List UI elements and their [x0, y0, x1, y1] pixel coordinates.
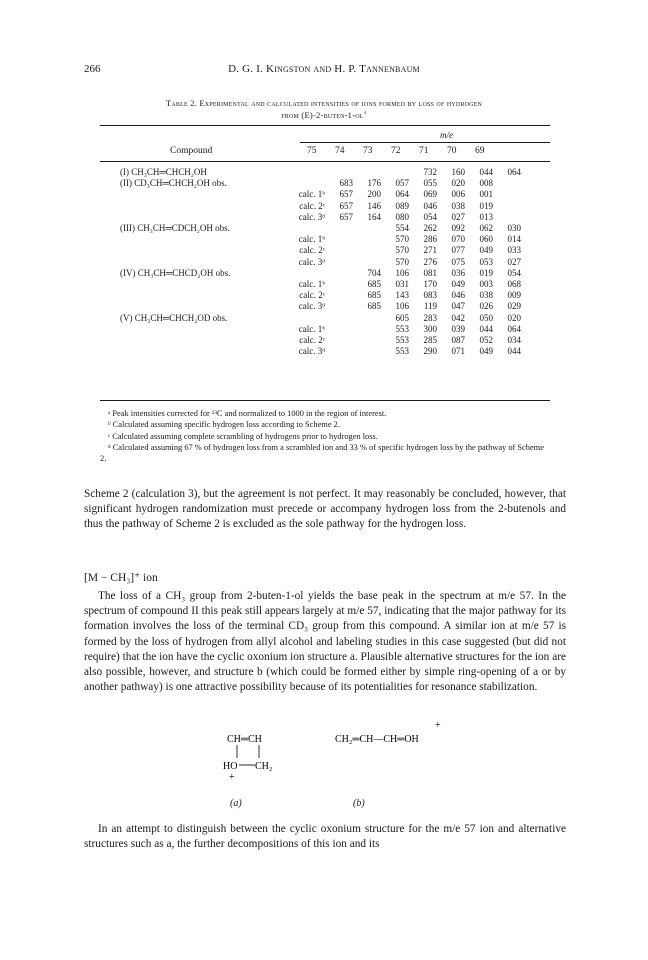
- section-heading: [M − CH₃]⁺ ion: [84, 572, 158, 584]
- table-cell: 285: [423, 335, 437, 346]
- table-cell: 290: [423, 346, 437, 357]
- table-cell: 657: [339, 200, 353, 211]
- footnote-d: ᵈ Calculated assuming 67 % of hydrogen loss from a scrambled ion and 33 % of specific hydrogen loss by the pathway of Scheme 2.: [100, 442, 544, 464]
- table-row: [100, 335, 521, 346]
- table-bottom-rule: [100, 400, 550, 401]
- table-cell: 704: [367, 267, 381, 278]
- table-cell: 080: [395, 211, 409, 222]
- table-cell: 050: [479, 312, 493, 323]
- footnote-c: ᶜ Calculated assuming complete scrambling of hydrogens prior to hydrogen loss.: [108, 431, 378, 441]
- table-row: [100, 201, 521, 212]
- table-cell: 038: [479, 290, 493, 301]
- table-cell: [353, 223, 381, 234]
- row-label: calc. 1ᵇ: [298, 234, 325, 245]
- row-label: (V) CH₃CH═CHCH₂OD obs.: [120, 312, 228, 323]
- table-cell: 055: [423, 178, 437, 189]
- table-row: [100, 279, 521, 290]
- table-row: [100, 324, 521, 335]
- table-cell: [493, 178, 521, 189]
- mass-label: m/e: [440, 130, 453, 140]
- table-cell: 049: [479, 245, 493, 256]
- table-row: [100, 234, 521, 245]
- table-cell: 044: [507, 346, 521, 357]
- table-cell: [381, 167, 409, 178]
- table-cell: 732: [423, 167, 437, 177]
- intensity-table: [100, 167, 521, 357]
- row-label: calc. 3ᵈ: [298, 301, 325, 312]
- table-cell: 071: [451, 346, 465, 357]
- row-label: calc. 3ᵈ: [298, 256, 325, 267]
- running-head-authors: D. G. I. Kingston and H. P. Tannenbaum: [228, 63, 420, 75]
- row-label: calc. 3ᵈ: [298, 211, 325, 222]
- table-cell: 570: [395, 234, 409, 245]
- table-caption-line-2-text: from (E)-2-buten-1-ol: [281, 110, 364, 120]
- table-cell: 006: [451, 189, 465, 200]
- table-cell: 039: [451, 323, 465, 334]
- column-header-compound: Compound: [170, 146, 213, 156]
- table-cell: 064: [507, 323, 521, 334]
- table-cell: [325, 245, 353, 256]
- row-label: calc. 2ᶜ: [299, 335, 325, 346]
- table-caption-line-1: Table 2. Experimental and calculated intensities of ions formed by loss of hydrogen: [165, 98, 483, 108]
- table-cell: 271: [423, 245, 437, 256]
- table-cell: 044: [479, 323, 493, 334]
- row-label: (IV) CH₃CH═CHCD₂OH obs.: [120, 267, 231, 278]
- row-label: calc. 3ᵈ: [298, 346, 325, 357]
- table-cell: [353, 346, 381, 357]
- table-cell: 057: [395, 178, 409, 189]
- table-cell: 081: [423, 267, 437, 278]
- table-cell: [353, 324, 381, 335]
- table-cell: [325, 257, 353, 268]
- table-cell: 106: [395, 301, 409, 312]
- table-cell: 054: [507, 267, 521, 278]
- row-label: calc. 2ᶜ: [299, 200, 325, 211]
- table-cell: 052: [479, 335, 493, 346]
- table-cell: 657: [339, 211, 353, 222]
- table-cell: 657: [339, 189, 353, 200]
- table-cell: 262: [423, 223, 437, 234]
- table-cell: 003: [479, 279, 493, 290]
- table-cell: 300: [423, 323, 437, 334]
- table-cell: 062: [479, 223, 493, 234]
- column-header-69: 69: [475, 146, 485, 156]
- table-cell: 042: [451, 312, 465, 323]
- table-cell: 070: [451, 234, 465, 245]
- table-cell: 064: [507, 167, 521, 177]
- table-cell: 060: [479, 234, 493, 245]
- table-cell: 047: [451, 301, 465, 312]
- table-cell: 170: [423, 279, 437, 290]
- table-cell: [353, 313, 381, 324]
- row-label: calc. 1ᵇ: [298, 279, 325, 290]
- table-cell: [353, 167, 381, 178]
- structure-b-charge: +: [435, 720, 441, 731]
- table-cell: 087: [451, 335, 465, 346]
- structure-drawing: [195, 722, 455, 802]
- table-row: [100, 313, 521, 324]
- intensity-table-body: [100, 167, 521, 357]
- column-header-73: 73: [363, 146, 373, 156]
- structure-a-top: CH═CH: [227, 734, 262, 745]
- table-cell: 009: [507, 290, 521, 301]
- table-caption: [100, 97, 548, 121]
- table-cell: 092: [451, 223, 465, 234]
- table-cell: 069: [423, 189, 437, 200]
- paragraph-2: The loss of a CH₃ group from 2-buten-1-ol yields the base peak in the spectrum at m/e 57. In the spectrum of compound II this peak still appears largely at m/e 57, indicating that the major pathway for its formation involves the loss of the terminal CD₃ group from this compound. A similar ion at m/e 57 is formed by the loss of hydrogen from allyl alcohol and labeling studies in this case suggested (but did not require) that the ion have the cyclic oxonium ion structure a. Plausible alternative structures for the ion are also possible, however, and structure b (which could be formed either by simple ring-opening of a or by another pathway) is one attractive possibility because of its potentialities for resonance stabilization.: [84, 590, 566, 694]
- table-cell: 049: [451, 279, 465, 290]
- table-cell: 083: [423, 290, 437, 301]
- paragraph-3-block: [84, 822, 566, 852]
- table-cell: 553: [395, 346, 409, 357]
- table-cell: 029: [507, 301, 521, 312]
- table-cell: 068: [507, 279, 521, 290]
- table-cell: 685: [367, 279, 381, 290]
- row-label: calc. 2ᶜ: [299, 290, 325, 301]
- table-cell: 554: [395, 223, 409, 234]
- table-row: [100, 245, 521, 256]
- table-cell: [325, 313, 353, 324]
- table-row: [100, 346, 521, 357]
- table-row: [100, 212, 521, 223]
- column-header-72: 72: [391, 146, 401, 156]
- table-cell: [325, 268, 353, 279]
- footnote-a: ᵃ Peak intensities corrected for ¹³C and normalized to 1000 in the region of interest.: [108, 409, 387, 418]
- table-cell: 034: [507, 335, 521, 346]
- row-label: calc. 2ᶜ: [299, 245, 325, 256]
- table-cell: 036: [451, 267, 465, 278]
- paragraph-1-block: [84, 487, 566, 533]
- table-row: [100, 167, 521, 178]
- paragraph-2-block: [84, 589, 566, 695]
- table-cell: 030: [507, 223, 521, 234]
- table-cell: [325, 167, 353, 178]
- column-header-74: 74: [335, 146, 345, 156]
- table-cell: 553: [395, 335, 409, 346]
- table-cell: 176: [367, 178, 381, 189]
- column-header-71: 71: [419, 146, 429, 156]
- table-cell: 014: [507, 234, 521, 245]
- table-row: [100, 301, 521, 312]
- table-cell: 685: [367, 301, 381, 312]
- table-cell: 064: [395, 189, 409, 200]
- table-row: [100, 223, 521, 234]
- table-cell: 001: [479, 189, 493, 200]
- table-cell: 164: [367, 211, 381, 222]
- table-cell: 146: [367, 200, 381, 211]
- table-row: [100, 189, 521, 200]
- structure-a-bottom-right: CH₂: [255, 761, 273, 772]
- row-label: calc. 1ᵇ: [298, 189, 325, 200]
- table-cell: [325, 234, 353, 245]
- table-cell: [493, 201, 521, 212]
- table-cell: 033: [507, 245, 521, 256]
- table-cell: 008: [479, 178, 493, 189]
- table-cell: 053: [479, 256, 493, 267]
- table-footnotes: [100, 408, 550, 464]
- row-label: (III) CH₃CH═CDCH₂OH obs.: [120, 223, 230, 234]
- table-cell: 019: [479, 200, 493, 211]
- row-label: calc. 1ᵇ: [298, 323, 325, 334]
- table-cell: 020: [451, 178, 465, 189]
- table-cell: 049: [479, 346, 493, 357]
- table-cell: [325, 279, 353, 290]
- structure-b-label: (b): [353, 798, 365, 809]
- table-cell: 570: [395, 245, 409, 256]
- table-cell: 683: [339, 178, 353, 189]
- table-cell: 027: [507, 256, 521, 267]
- page-number: 266: [84, 63, 101, 75]
- table-row: [100, 290, 521, 301]
- table-caption-footnote-mark: a: [363, 110, 367, 117]
- table-cell: [325, 290, 353, 301]
- table-cell: 276: [423, 256, 437, 267]
- row-label: (II) CD₃CH═CHCH₂OH obs.: [120, 178, 227, 189]
- table-cell: [353, 245, 381, 256]
- table-cell: 119: [423, 301, 437, 312]
- paragraph-3: In an attempt to distinguish between the cyclic oxonium structure for the m/e 57 ion and alternative structures such as a, the further decompositions of this ion and its: [84, 823, 566, 851]
- table-cell: 075: [451, 256, 465, 267]
- table-cell: 031: [395, 279, 409, 290]
- table-cell: 553: [395, 323, 409, 334]
- structure-a-bottom-left: HO: [223, 761, 238, 772]
- table-cell: 283: [423, 312, 437, 323]
- table-cell: [353, 257, 381, 268]
- table-cell: 200: [367, 189, 381, 200]
- table-cell: 027: [451, 211, 465, 222]
- table-cell: 044: [479, 167, 493, 177]
- table-cell: 077: [451, 245, 465, 256]
- table-cell: 019: [479, 267, 493, 278]
- table-cell: 286: [423, 234, 437, 245]
- table-cell: [493, 189, 521, 200]
- column-header-70: 70: [447, 146, 457, 156]
- table-cell: [325, 346, 353, 357]
- table-row: [100, 257, 521, 268]
- table-cell: [325, 223, 353, 234]
- column-header-75: 75: [307, 146, 317, 156]
- table-caption-line-2: [100, 109, 548, 121]
- paragraph-1: Scheme 2 (calculation 3), but the agreement is not perfect. It may reasonably be concluded, however, that significant hydrogen randomization must precede or accompany hydrogen loss from the 2-butenols and thus the pathway of Scheme 2 is excluded as the sole pathway for the hydrogen loss.: [84, 488, 566, 531]
- table-cell: [325, 335, 353, 346]
- table-cell: [353, 234, 381, 245]
- table-cell: 570: [395, 256, 409, 267]
- running-head: [84, 63, 564, 79]
- table-cell: 160: [451, 167, 465, 177]
- mass-spanner-rule: [300, 142, 550, 143]
- table-cell: 605: [395, 312, 409, 323]
- table-cell: 020: [507, 312, 521, 323]
- row-label: (I) CH₃CH═CHCH₂OH: [120, 167, 207, 177]
- table-cell: 054: [423, 211, 437, 222]
- structure-a-charge: +: [229, 772, 235, 783]
- table-cell: 143: [395, 290, 409, 301]
- table-cell: [353, 335, 381, 346]
- table-header-rule: [100, 161, 550, 162]
- table-row: [100, 268, 521, 279]
- table-cell: 046: [451, 290, 465, 301]
- table-cell: [493, 212, 521, 223]
- table-cell: 046: [423, 200, 437, 211]
- structure-b-formula: CH₂═CH—CH═OH: [335, 734, 419, 745]
- table-cell: 685: [367, 290, 381, 301]
- table-cell: 038: [451, 200, 465, 211]
- footnote-b: ᵇ Calculated assuming specific hydrogen loss according to Scheme 2.: [108, 420, 340, 430]
- table-cell: 026: [479, 301, 493, 312]
- table-top-rule: [100, 125, 550, 126]
- table-cell: [325, 324, 353, 335]
- table-cell: [325, 301, 353, 312]
- table-cell: 089: [395, 200, 409, 211]
- table-row: [100, 178, 521, 189]
- table-cell: 106: [395, 267, 409, 278]
- structure-a-label: (a): [230, 798, 242, 809]
- table-cell: 013: [479, 211, 493, 222]
